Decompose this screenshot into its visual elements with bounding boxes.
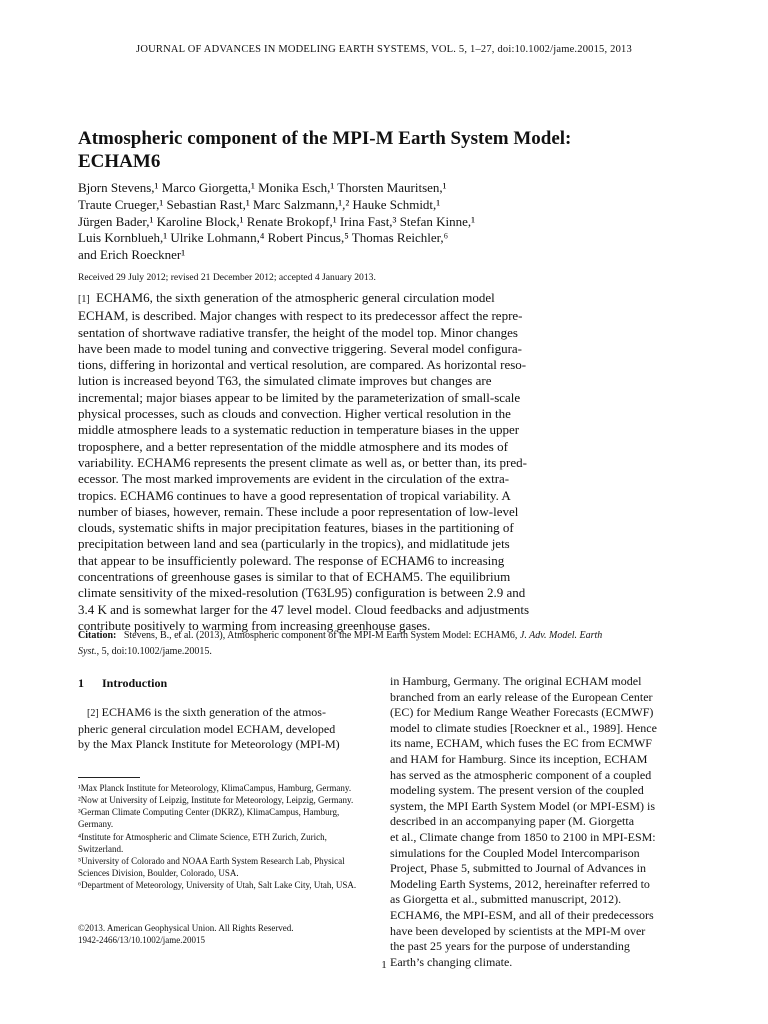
footnote: ³German Climate Computing Center (DKRZ), KlimaCampus, Hamburg, Germany. [78,807,340,830]
abstract-line: precipitation between land and sea (particularly in the tropics), and midlatitude jets [78,536,510,552]
title-line: Atmospheric component of the MPI-M Earth System Model: [78,128,572,149]
body-line: described in an accompanying paper (M. Giorgetta [390,814,635,829]
body-line: as Giorgetta et al., submitted manuscript, 2012). [390,892,622,907]
page-number: 1 [381,959,387,971]
author-line: Bjorn Stevens,¹ Marco Giorgetta,¹ Monika Esch,¹ Thorsten Mauritsen,¹ [78,180,447,195]
abstract-line: concentrations of greenhouse gases is similar to that of ECHAM5. The equilibrium [78,569,511,585]
body-line: model to climate studies [Roeckner et al., 1989]. Hence [390,720,657,735]
abstract-line: sentation of shortwave radiative transfer, the height of the model top. Minor changes [78,324,518,340]
paragraph-number: [2] [87,708,99,719]
article-title [78,127,618,173]
author-line: Jürgen Bader,¹ Karoline Block,¹ Renate Brokopf,¹ Irina Fast,³ Stefan Kinne,¹ [78,213,476,229]
section-number: 1 [78,676,84,690]
abstract-line: variability. ECHAM6 represents the present climate as well as, or better than, its pred- [78,454,527,470]
author-line: Traute Crueger,¹ Sebastian Rast,¹ Marc Salzmann,¹,² Hauke Schmidt,¹ [78,196,441,212]
author-line: and Erich Roeckner¹ [78,247,186,263]
intro-paragraph [78,705,363,753]
body-line: the past 25 years for the purpose of understanding [390,939,630,954]
abstract-line: tropics. ECHAM6 continues to have a good representation of tropical variability. A [78,487,511,503]
body-line: [2] ECHAM6 is the sixth generation of the atmos- [87,705,326,719]
body-line: by the Max Planck Institute for Meteorology (MPI-M) [78,737,340,752]
right-column [390,674,690,970]
citation-line [78,644,698,660]
body-line: Earth’s changing climate. [390,954,513,969]
body-line: Project, Phase 5, submitted to Journal of Advances in [390,861,646,876]
footnote: ⁶Department of Meteorology, University of Utah, Salt Lake City, Utah, USA. [78,880,357,891]
citation-text: , 5, doi:10.1002/jame.20015. [96,645,212,657]
copyright-line: 1942-2466/13/10.1002/jame.20015 [78,935,205,945]
abstract-line: contribute positively to warming from increasing greenhouse gases. [78,617,431,633]
author-line: Luis Kornblueh,¹ Ulrike Lohmann,⁴ Robert Pincus,⁵ Thomas Reichler,⁶ [78,230,449,246]
citation [78,628,698,659]
body-line: branched from an early release of the European Center [390,689,653,704]
section-title: Introduction [102,676,168,690]
citation-journal: Syst. [78,645,97,657]
citation-text: Stevens, B., et al. (2013), Atmospheric component of the MPI-M Earth System Model: ECHAM6, [123,630,518,641]
author-list [78,180,638,264]
body-line: system, the MPI Earth System Model (or MPI-ESM) is [390,798,655,813]
citation-journal: J. Adv. Model. Earth [519,630,603,641]
citation-label: Citation: [78,630,117,641]
abstract [78,290,598,634]
abstract-line: ecessor. The most marked improvements are evident in the circulation of the extra- [78,471,510,487]
body-line: Modeling Earth Systems, 2012, hereinafter referred to [390,876,650,891]
abstract-line: middle atmosphere leads to a systematic reduction in temperature biases in the upper [78,422,520,438]
body-line: has served as the atmospheric component of a coupled [390,767,652,782]
running-head: JOURNAL OF ADVANCES IN MODELING EARTH SYSTEMS, VOL. 5, 1–27, doi:10.1002/jame.20015, 2013 [136,44,632,55]
body-line: pheric general circulation model ECHAM, developed [78,721,336,736]
body-line: have been developed by scientists at the MPI-M over [390,923,646,938]
affiliation-footnotes [78,782,363,892]
received-dates: Received 29 July 2012; revised 21 December 2012; accepted 4 January 2013. [78,272,376,283]
abstract-line: that appear to be insufficiently poleward. The response of ECHAM6 to increasing [78,552,505,568]
abstract-line: ECHAM, is described. Major changes with respect to its predecessor affect the repre- [78,308,523,324]
abstract-line: clouds, systematic shifts in major precipitation features, biases in the partitioning of [78,520,514,536]
abstract-line: troposphere, and a better representation of the middle atmosphere and its modes of [78,438,508,454]
abstract-line: 3.4 K and is somewhat larger for the 47 level model. Cloud feedbacks and adjustments [78,601,530,617]
body-line: and HAM for Hamburg. Since its inception, ECHAM [390,751,648,766]
body-line: modeling system. The present version of the coupled [390,783,644,798]
footnote-rule [78,777,140,778]
abstract-line: climate sensitivity of the mixed-resolution (T63L95) configuration is between 2.9 and [78,585,526,601]
body-line: ECHAM6, the MPI-ESM, and all of their predecessors [390,907,654,922]
abstract-line: tions, differing in horizontal and vertical resolution, are compared. As horizontal reso- [78,357,527,373]
copyright-line: ©2013. American Geophysical Union. All Rights Reserved. [78,923,294,933]
footnote: ⁴Institute for Atmospheric and Climate Science, ETH Zurich, Zurich, Switzerland. [78,831,327,854]
abstract-line: number of biases, however, remain. These include a poor representation of low-level [78,503,519,519]
footnote: ¹Max Planck Institute for Meteorology, KlimaCampus, Hamburg, Germany. [78,782,352,793]
abstract-line: lution is increased beyond T63, the simulated climate improves but changes are [78,373,492,389]
body-line: et al., Climate change from 1850 to 2100 in MPI-ESM: [390,829,656,844]
footnote: ⁵University of Colorado and NOAA Earth System Research Lab, Physical Sciences Division, Boulder, Colorado, USA. [78,856,345,879]
abstract-line: incremental; major biases appear to be limited by the parameterization of small-scale [78,389,521,405]
left-column [78,676,363,892]
body-line: its name, ECHAM, which fuses the EC from ECMWF [390,736,652,751]
body-line: simulations for the Coupled Model Intercomparison [390,845,640,860]
abstract-line: physical processes, such as clouds and convection. Higher vertical resolution in the [78,406,511,422]
title-line: ECHAM6 [78,151,161,172]
body-line: (EC) for Medium Range Weather Forecasts (ECMWF) [390,705,654,720]
paragraph-number: [1] [78,294,90,305]
citation-line [78,628,698,644]
copyright-notice [78,922,294,946]
footnote: ²Now at University of Leipzig, Institute for Meteorology, Leipzig, Germany. [78,794,354,805]
abstract-line: have been made to model tuning and convective triggering. Several model configura- [78,340,523,356]
abstract-line: [1] ECHAM6, the sixth generation of the atmospheric general circulation model [78,290,495,305]
section-heading [78,676,363,691]
body-line: in Hamburg, Germany. The original ECHAM model [390,674,642,688]
